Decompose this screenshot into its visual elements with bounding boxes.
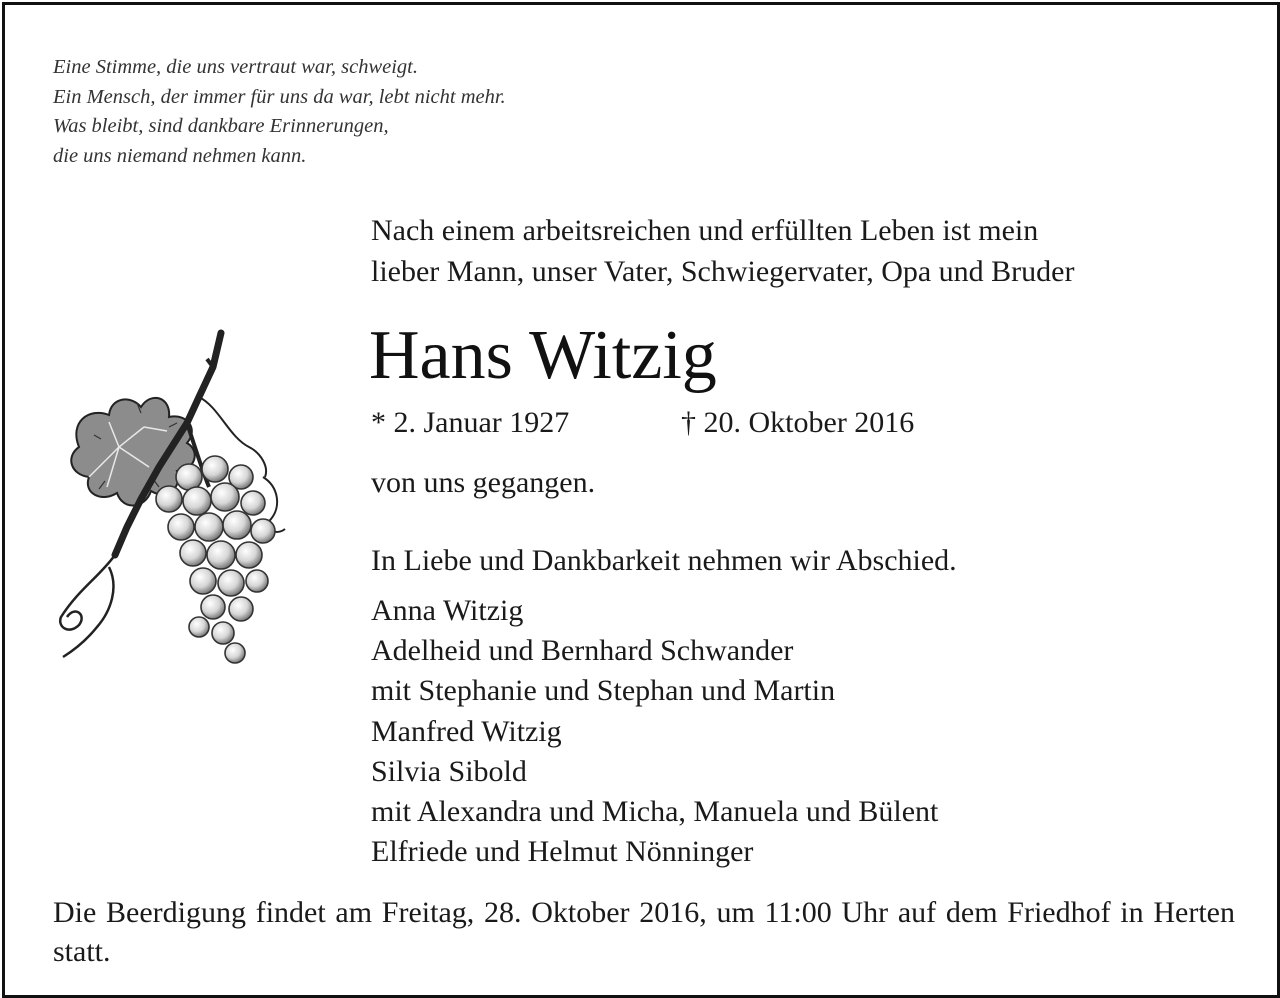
poem-line: Eine Stimme, die uns vertraut war, schweigt. xyxy=(53,56,418,78)
mourner-line: Manfred Witzig xyxy=(371,714,562,748)
mourner-line: mit Stephanie und Stephan und Martin xyxy=(371,674,836,708)
mourner-line: mit Alexandra und Micha, Manuela und Bülent xyxy=(371,795,939,829)
intro-line: lieber Mann, unser Vater, Schwiegervater, Opa und Bruder xyxy=(371,255,1075,288)
birth-date: * 2. Januar 1927 xyxy=(371,406,570,439)
farewell-text: In Liebe und Dankbarkeit nehmen wir Abschied. xyxy=(371,544,957,577)
funeral-info: Die Beerdigung findet am Freitag, 28. Oktober 2016, um 11:00 Uhr auf dem Friedhof in Herten statt. xyxy=(53,896,1235,968)
intro-text xyxy=(371,210,1074,292)
deceased-name: Hans Witzig xyxy=(369,317,717,394)
obituary-notice xyxy=(2,2,1280,998)
passed-away-text: von uns gegangen. xyxy=(371,466,596,499)
intro-line: Nach einem arbeitsreichen und erfüllten Leben ist mein xyxy=(371,214,1039,247)
mourner-line: Elfriede und Helmut Nönninger xyxy=(371,835,754,869)
mourner-line: Anna Witzig xyxy=(371,594,524,627)
mourner-line: Silvia Sibold xyxy=(371,754,527,788)
poem-line: die uns niemand nehmen kann. xyxy=(53,144,307,167)
poem-line: Was bleibt, sind dankbare Erinnerungen, xyxy=(53,115,389,137)
mourners-list xyxy=(371,591,938,872)
poem-line: Ein Mensch, der immer für uns da war, lebt nicht mehr. xyxy=(53,85,506,108)
mourner-line: Adelheid und Bernhard Schwander xyxy=(371,634,794,668)
memorial-poem xyxy=(53,53,506,171)
death-date: † 20. Oktober 2016 xyxy=(681,406,915,439)
grape-vine-icon xyxy=(49,327,299,677)
life-dates xyxy=(371,403,914,443)
